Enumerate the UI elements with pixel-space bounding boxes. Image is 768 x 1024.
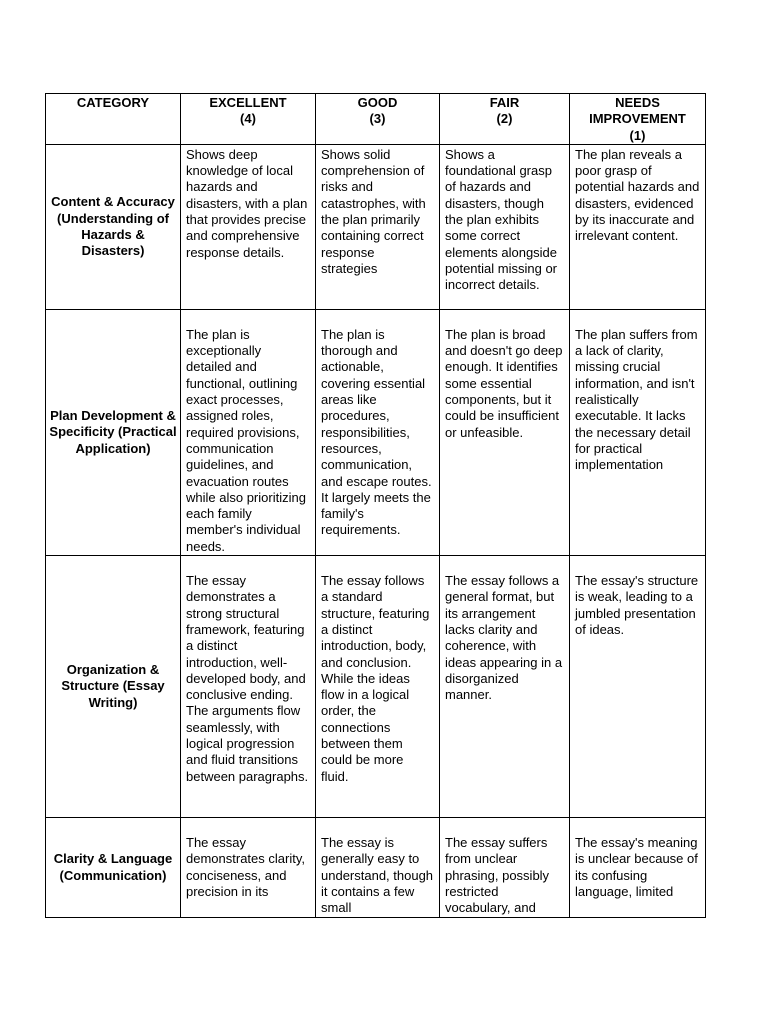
table-row	[46, 309, 706, 555]
table-row	[46, 144, 706, 309]
category-cell: Plan Development & Specificity (Practical Application)	[46, 309, 181, 555]
excellent-cell	[181, 556, 316, 818]
cell-text: The essay demonstrates a strong structural framework, featuring a distinct introduction, well-developed body, and conclusive ending. The arguments flow seamlessly, with logical progression and fluid transitions between paragraphs.	[186, 573, 309, 784]
header-category-label: CATEGORY	[76, 95, 150, 110]
needs-improvement-cell	[570, 556, 706, 818]
cell-text: The essay follows a standard structure, featuring a distinct introduction, body, and conclusion. While the ideas flow in a logical order, the connections between them could be more fluid.	[321, 573, 430, 784]
needs-improvement-cell	[570, 818, 706, 918]
excellent-cell	[181, 309, 316, 555]
cell-text: The plan is thorough and actionable, covering essential areas like procedures, responsibilities, resources, communication, and escape routes. It largely meets the family's requirements.	[321, 326, 432, 538]
header-needs-improvement-label: NEEDS IMPROVEMENT	[589, 95, 686, 127]
good-cell	[316, 818, 440, 918]
header-needs-improvement	[570, 94, 706, 145]
cell-text: The essay follows a general format, but its arrangement lacks clarity and coherence, with ideas appearing in a disorganized manner.	[445, 573, 563, 703]
needs-improvement-cell	[570, 144, 706, 309]
good-cell	[316, 556, 440, 818]
good-cell	[316, 309, 440, 555]
header-good-score: (3)	[369, 111, 386, 127]
excellent-cell	[181, 818, 316, 918]
fair-cell	[440, 309, 570, 555]
cell-text: The plan is broad and doesn't go deep enough. It identifies some essential components, but it could be insufficient or unfeasible.	[445, 326, 563, 440]
header-fair-label: FAIR	[489, 95, 520, 110]
excellent-cell	[181, 144, 316, 309]
header-excellent	[181, 94, 316, 145]
cell-text: Shows deep knowledge of local hazards and disasters, with a plan that provides precise and comprehensive response details.	[186, 146, 308, 260]
table-row	[46, 818, 706, 918]
fair-cell	[440, 556, 570, 818]
fair-cell	[440, 818, 570, 918]
category-cell: Content & Accuracy (Understanding of Hazards & Disasters)	[46, 144, 181, 309]
fair-cell	[440, 144, 570, 309]
table-row	[46, 556, 706, 818]
cell-text: Shows solid comprehension of risks and catastrophes, with the plan primarily containing correct response strategies	[321, 146, 426, 276]
cell-text: The plan reveals a poor grasp of potential hazards and disasters, evidenced by its inaccurate and irrelevant content.	[575, 146, 700, 244]
header-fair	[440, 94, 570, 145]
header-excellent-score: (4)	[240, 111, 256, 127]
cell-text: The essay is generally easy to understand, though it contains a few small	[321, 835, 434, 916]
header-good	[316, 94, 440, 145]
cell-text: The plan suffers from a lack of clarity, missing crucial information, and isn't realistically executable. It lacks the necessary detail for practical implementation	[575, 326, 698, 473]
category-cell: Organization & Structure (Essay Writing)	[46, 556, 181, 818]
cell-text: The essay's structure is weak, leading to a jumbled presentation of ideas.	[575, 573, 699, 637]
header-fair-score: (2)	[496, 111, 513, 127]
cell-text: Shows a foundational grasp of hazards and disasters, though the plan exhibits some correct elements alongside potential missing or incorrect details.	[445, 146, 558, 293]
cell-text: The plan is exceptionally detailed and functional, outlining exact processes, assigned roles, required provisions, communication guidelines, and evacuation routes while also prioritizing each family member's individual needs.	[186, 326, 306, 554]
header-needs-improvement-score: (1)	[629, 127, 646, 143]
header-category	[46, 94, 181, 145]
cell-text: The essay's meaning is unclear because of its confusing language, limited	[575, 835, 698, 899]
cell-text: The essay suffers from unclear phrasing, possibly restricted vocabulary, and	[445, 835, 550, 916]
header-row	[46, 94, 706, 145]
good-cell	[316, 144, 440, 309]
category-cell: Clarity & Language (Communication)	[46, 818, 181, 918]
rubric-table	[45, 93, 706, 918]
needs-improvement-cell	[570, 309, 706, 555]
header-good-label: GOOD	[357, 95, 398, 110]
cell-text: The essay demonstrates clarity, conciseness, and precision in its	[186, 835, 305, 899]
header-excellent-label: EXCELLENT	[209, 95, 287, 110]
